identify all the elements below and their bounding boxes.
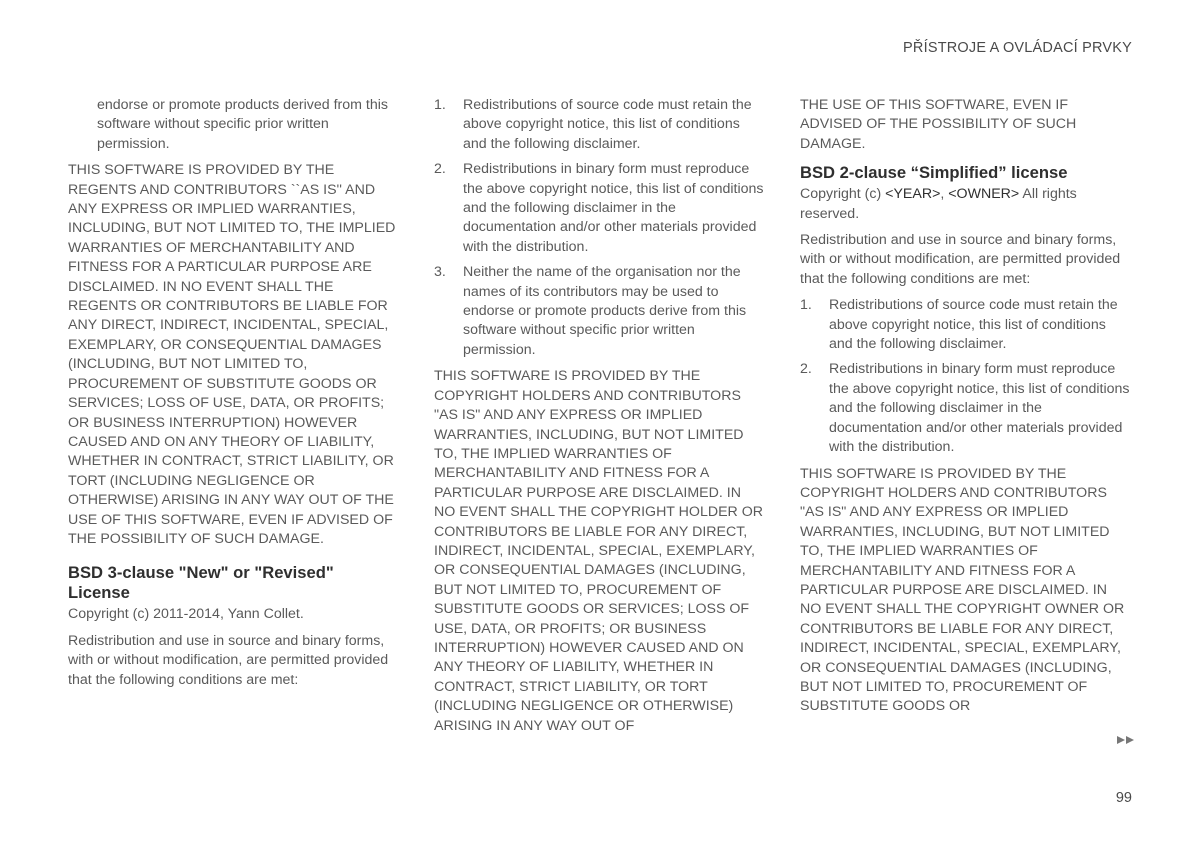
list-item-text: Redistributions in binary form must reproduce the above copyright notice, this list of conditions and the following disclaimer in the documentation and/or other materials provided with the distribution.	[463, 161, 764, 255]
list-item-text: Redistributions in binary form must reproduce the above copyright notice, this list of conditions and the following disclaimer in the documentation and/or other materials provided with the distribution.	[829, 361, 1130, 456]
copyright-year-placeholder: <YEAR>	[885, 186, 941, 203]
copyright-owner-placeholder: <OWNER>	[948, 186, 1020, 203]
copyright-line: Copyright (c) 2011-2014, Yann Collet.	[68, 606, 304, 623]
list-item-text: Neither the name of the organisation nor the names of its contributors may be used to endorse or promote products derive from this software without specific prior written permission.	[463, 264, 747, 358]
chevron-right-icon	[1126, 736, 1134, 744]
text-column-2	[434, 96, 766, 736]
list-item-number: 2.	[434, 161, 446, 178]
list-item	[434, 160, 766, 257]
disclaimer-paragraph: THIS SOFTWARE IS PROVIDED BY THE COPYRIGHT HOLDERS AND CONTRIBUTORS "AS IS" AND ANY EXPRESS OR IMPLIED WARRANTIES, INCLUDING, BUT NOT LIMITED TO, THE IMPLIED WARRANTIES OF MERCHANTABILITY AND FITNESS FOR A PARTICULAR PURPOSE ARE DISCLAIMED. IN NO EVENT SHALL THE COPYRIGHT OWNER OR CONTRIBUTORS BE LIABLE FOR ANY DIRECT, INDIRECT, INCIDENTAL, SPECIAL, EXEMPLARY, OR CONSEQUENTIAL DAMAGES (INCLUDING, BUT NOT LIMITED TO, PROCUREMENT OF SUBSTITUTE GOODS OR	[800, 465, 1125, 715]
copyright-separator: ,	[940, 186, 949, 203]
copyright-line	[800, 185, 1132, 224]
conditions-list	[434, 96, 766, 360]
text-column-3	[800, 96, 1132, 717]
continued-list-item: endorse or promote products derived from this software without specific prior written permission.	[97, 97, 388, 152]
text-column-1	[68, 96, 400, 697]
license-heading: BSD 3-clause "New" or "Revised" License	[68, 563, 334, 603]
list-item-text: Redistributions of source code must retain the above copyright notice, this list of conditions and the following disclaimer.	[463, 97, 752, 152]
copyright-suffix: All rights reserved.	[800, 186, 1077, 222]
section-header: PŘÍSTROJE A OVLÁDACÍ PRVKY	[903, 40, 1132, 56]
disclaimer-paragraph: THIS SOFTWARE IS PROVIDED BY THE COPYRIGHT HOLDERS AND CONTRIBUTORS "AS IS" AND ANY EXPRESS OR IMPLIED WARRANTIES, INCLUDING, BUT NOT LIMITED TO, THE IMPLIED WARRANTIES OF MERCHANTABILITY AND FITNESS FOR A PARTICULAR PURPOSE ARE DISCLAIMED. IN NO EVENT SHALL THE COPYRIGHT HOLDER OR CONTRIBUTORS BE LIABLE FOR ANY DIRECT, INDIRECT, INCIDENTAL, SPECIAL, EXEMPLARY, OR CONSEQUENTIAL DAMAGES (INCLUDING, BUT NOT LIMITED TO, PROCUREMENT OF SUBSTITUTE GOODS OR SERVICES; LOSS OF USE, DATA, OR PROFITS; OR BUSINESS INTERRUPTION) HOWEVER CAUSED AND ON ANY THEORY OF LIABILITY, WHETHER IN CONTRACT, STRICT LIABILITY, OR TORT (INCLUDING NEGLIGENCE OR OTHERWISE) ARISING IN ANY WAY OUT OF	[434, 368, 764, 734]
continued-disclaimer: THE USE OF THIS SOFTWARE, EVEN IF ADVISED OF THE POSSIBILITY OF SUCH DAMAGE.	[800, 97, 1077, 152]
license-intro: Redistribution and use in source and binary forms, with or without modification, are permitted provided that the following conditions are met:	[800, 232, 1121, 287]
list-item-text: Redistributions of source code must retain the above copyright notice, this list of conditions and the following disclaimer.	[829, 297, 1118, 353]
license-heading: BSD 2-clause “Simplified” license	[800, 163, 1068, 183]
chevron-right-icon	[1117, 736, 1125, 744]
list-item-number: 3.	[434, 264, 446, 281]
disclaimer-paragraph: THIS SOFTWARE IS PROVIDED BY THE REGENTS AND CONTRIBUTORS ``AS IS'' AND ANY EXPRESS OR IMPLIED WARRANTIES, INCLUDING, BUT NOT LIMITED TO, THE IMPLIED WARRANTIES OF MERCHANTABILITY AND FITNESS FOR A PARTICULAR PURPOSE ARE DISCLAIMED. IN NO EVENT SHALL THE REGENTS OR CONTRIBUTORS BE LIABLE FOR ANY DIRECT, INDIRECT, INCIDENTAL, SPECIAL, EXEMPLARY, OR CONSEQUENTIAL DAMAGES (INCLUDING, BUT NOT LIMITED TO, PROCUREMENT OF SUBSTITUTE GOODS OR SERVICES; LOSS OF USE, DATA, OR PROFITS; OR BUSINESS INTERRUPTION) HOWEVER CAUSED AND ON ANY THEORY OF LIABILITY, WHETHER IN CONTRACT, STRICT LIABILITY, OR TORT (INCLUDING NEGLIGENCE OR OTHERWISE) ARISING IN ANY WAY OUT OF THE USE OF THIS SOFTWARE, EVEN IF ADVISED OF THE POSSIBILITY OF SUCH DAMAGE.	[68, 162, 396, 547]
list-item-number: 2.	[800, 361, 812, 378]
copyright-prefix: Copyright (c)	[800, 186, 886, 203]
list-item-number: 1.	[434, 97, 446, 113]
list-item-number: 1.	[800, 297, 812, 314]
license-intro: Redistribution and use in source and binary forms, with or without modification, are permitted provided that the following conditions are met:	[68, 632, 389, 688]
list-item	[434, 96, 766, 154]
double-chevron-right-icon	[1117, 736, 1134, 744]
page-number: 99	[1115, 790, 1132, 806]
list-item	[800, 360, 1132, 457]
list-item	[434, 263, 766, 360]
list-item	[800, 296, 1132, 354]
conditions-list	[800, 296, 1132, 457]
